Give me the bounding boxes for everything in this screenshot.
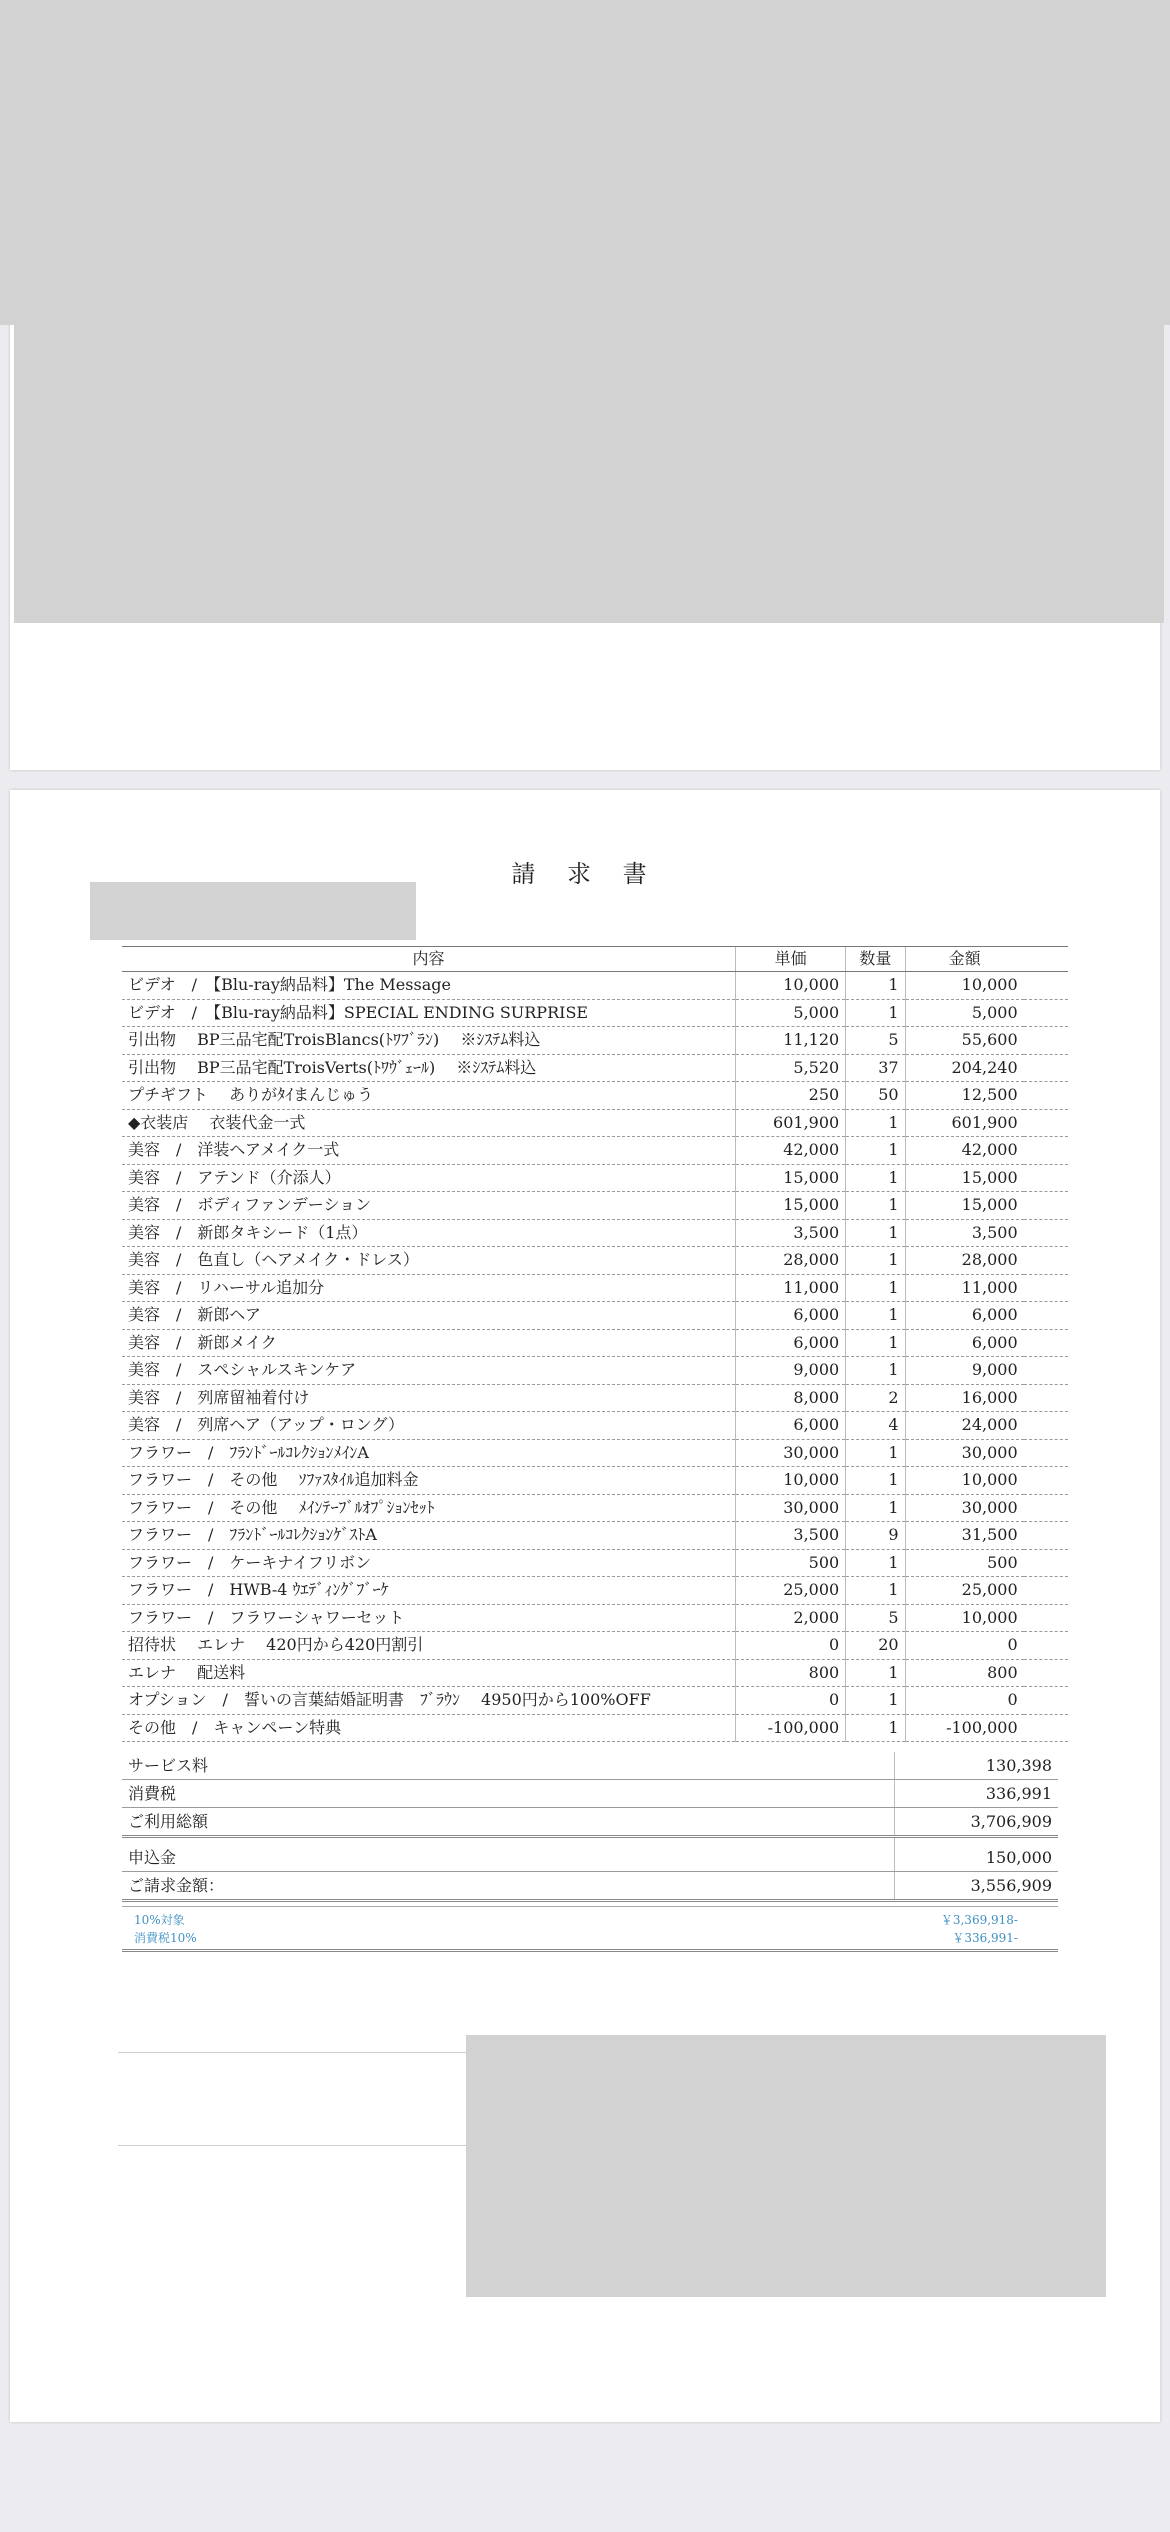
invoice-page [10,790,1160,2422]
item-quantity: 1 [846,1659,905,1687]
item-amount: 12,500 [905,1082,1024,1110]
row-spacer [1024,1687,1068,1715]
row-spacer [1024,1714,1068,1742]
table-row [122,1164,1068,1192]
table-row [122,1549,1068,1577]
item-amount: 10,000 [905,972,1024,1000]
item-amount: 42,000 [905,1137,1024,1165]
item-description: ◆衣装店 衣装代金一式 [122,1109,736,1137]
previous-page [10,0,1160,770]
item-description: その他 / キャンペーン特典 [122,1714,736,1742]
item-unit-price: 5,000 [736,999,846,1027]
item-description: オプション / 誓いの言葉結婚証明書 ﾌﾞﾗｳﾝ 4950円から100%OFF [122,1687,736,1715]
summary-row-billing [122,1872,1058,1901]
item-description: 美容 / 列席留袖着付け [122,1384,736,1412]
row-spacer [1024,1659,1068,1687]
item-description: フラワー / その他 ﾒｲﾝﾃｰﾌﾞﾙｵﾌﾟｼｮﾝｾｯﾄ [122,1494,736,1522]
item-quantity: 1 [846,1164,905,1192]
item-unit-price: 601,900 [736,1109,846,1137]
billing-amount-value: 3,556,909 [895,1872,1059,1901]
item-description: ビデオ / 【Blu-ray納品料】The Message [122,972,736,1000]
item-amount: 10,000 [905,1604,1024,1632]
row-spacer [1024,1357,1068,1385]
table-row [122,1192,1068,1220]
item-description: ビデオ / 【Blu-ray納品料】SPECIAL ENDING SURPRISE [122,999,736,1027]
item-unit-price: 30,000 [736,1494,846,1522]
table-row [122,1082,1068,1110]
item-quantity: 1 [846,1137,905,1165]
row-spacer [1024,1274,1068,1302]
item-quantity: 1 [846,1274,905,1302]
table-row [122,1027,1068,1055]
table-row [122,1302,1068,1330]
item-amount: 500 [905,1549,1024,1577]
row-spacer [1024,1082,1068,1110]
item-unit-price: 11,000 [736,1274,846,1302]
line-items-body [122,972,1068,1742]
item-amount: 5,000 [905,999,1024,1027]
item-description: フラワー / その他 ｿﾌｧｽﾀｲﾙ追加料金 [122,1467,736,1495]
item-unit-price: 5,520 [736,1054,846,1082]
item-quantity: 5 [846,1027,905,1055]
signature-line [118,2145,474,2146]
header-amount: 金額 [905,947,1024,972]
item-quantity: 5 [846,1604,905,1632]
table-row [122,1412,1068,1440]
item-amount: 16,000 [905,1384,1024,1412]
tax-breakdown [122,1906,1058,1952]
item-amount: 30,000 [905,1439,1024,1467]
summary-row-total [122,1808,1058,1837]
header-unit-price: 単価 [736,947,846,972]
table-row [122,1384,1068,1412]
row-spacer [1024,1384,1068,1412]
item-description: 美容 / 色直し（ヘアメイク・ドレス） [122,1247,736,1275]
item-quantity: 1 [846,1439,905,1467]
service-fee-label: サービス料 [122,1752,895,1780]
consumption-tax-label: 消費税 [122,1780,895,1808]
tax-target-label: 10%対象 [134,1913,185,1927]
row-spacer [1024,1549,1068,1577]
table-row [122,1137,1068,1165]
row-spacer [1024,1494,1068,1522]
tax-target-value: ￥3,369,918- [940,1913,1018,1927]
item-description: 美容 / ボディファンデーション [122,1192,736,1220]
item-unit-price: 0 [736,1632,846,1660]
item-unit-price: 250 [736,1082,846,1110]
item-amount: 24,000 [905,1412,1024,1440]
item-quantity: 1 [846,1219,905,1247]
tax-rate-label: 消費税10% [134,1931,197,1945]
table-row [122,1329,1068,1357]
item-unit-price: 800 [736,1659,846,1687]
item-unit-price: 11,120 [736,1027,846,1055]
header-spacer [1024,947,1068,972]
deposit-label: 申込金 [122,1837,895,1872]
item-quantity: 1 [846,1494,905,1522]
table-row [122,1274,1068,1302]
item-quantity: 1 [846,972,905,1000]
item-description: 美容 / 列席ヘア（アップ・ロング） [122,1412,736,1440]
item-description: 招待状 エレナ 420円から420円割引 [122,1632,736,1660]
row-spacer [1024,972,1068,1000]
item-description: フラワー / ﾌﾗﾝﾄﾞｰﾙｺﾚｸｼｮﾝｹﾞｽﾄA [122,1522,736,1550]
table-row [122,1357,1068,1385]
item-description: フラワー / ﾌﾗﾝﾄﾞｰﾙｺﾚｸｼｮﾝﾒｲﾝA [122,1439,736,1467]
row-spacer [1024,1329,1068,1357]
item-amount: 800 [905,1659,1024,1687]
item-quantity: 9 [846,1522,905,1550]
header-quantity: 数量 [846,947,905,972]
item-unit-price: 28,000 [736,1247,846,1275]
item-quantity: 37 [846,1054,905,1082]
item-amount: 25,000 [905,1577,1024,1605]
item-quantity: 20 [846,1632,905,1660]
item-amount: 15,000 [905,1192,1024,1220]
table-row [122,1467,1068,1495]
item-quantity: 1 [846,1192,905,1220]
item-quantity: 1 [846,1357,905,1385]
redacted-block [0,0,1170,325]
table-row [122,1054,1068,1082]
tax-rate-value: ￥336,991- [952,1931,1018,1945]
table-row [122,1522,1068,1550]
table-row [122,1247,1068,1275]
item-unit-price: 25,000 [736,1577,846,1605]
total-usage-value: 3,706,909 [895,1808,1059,1837]
item-quantity: 1 [846,1687,905,1715]
table-row [122,1714,1068,1742]
item-unit-price: 0 [736,1687,846,1715]
row-spacer [1024,999,1068,1027]
row-spacer [1024,1412,1068,1440]
table-row [122,1659,1068,1687]
item-unit-price: 9,000 [736,1357,846,1385]
item-amount: 0 [905,1632,1024,1660]
item-description: 引出物 BP三品宅配TroisBlancs(ﾄﾜﾌﾞﾗﾝ) ※ｼｽﾃﾑ料込 [122,1027,736,1055]
item-amount: 3,500 [905,1219,1024,1247]
line-items-table [122,946,1068,1742]
service-fee-value: 130,398 [895,1752,1059,1780]
consumption-tax-value: 336,991 [895,1780,1059,1808]
redacted-block [90,882,416,940]
row-spacer [1024,1247,1068,1275]
item-description: 美容 / 新郎ヘア [122,1302,736,1330]
item-description: 美容 / スペシャルスキンケア [122,1357,736,1385]
item-amount: 204,240 [905,1054,1024,1082]
item-amount: 10,000 [905,1467,1024,1495]
item-quantity: 1 [846,1302,905,1330]
redacted-block [14,325,1164,623]
item-amount: 0 [905,1687,1024,1715]
signature-line [118,2052,474,2053]
summary-table [122,1752,1058,1902]
item-unit-price: 2,000 [736,1604,846,1632]
item-description: 引出物 BP三品宅配TroisVerts(ﾄﾜｳﾞｪｰﾙ) ※ｼｽﾃﾑ料込 [122,1054,736,1082]
item-unit-price: 3,500 [736,1219,846,1247]
item-quantity: 1 [846,1577,905,1605]
item-amount: 11,000 [905,1274,1024,1302]
item-description: 美容 / アテンド（介添人） [122,1164,736,1192]
table-row [122,972,1068,1000]
row-spacer [1024,1632,1068,1660]
table-row [122,1632,1068,1660]
item-quantity: 1 [846,1329,905,1357]
table-row [122,999,1068,1027]
item-description: フラワー / HWB-4 ｳｴﾃﾞｨﾝｸﾞﾌﾞｰｹ [122,1577,736,1605]
billing-amount-label: ご請求金額： [122,1872,895,1901]
item-amount: 6,000 [905,1302,1024,1330]
item-amount: 9,000 [905,1357,1024,1385]
item-unit-price: -100,000 [736,1714,846,1742]
item-unit-price: 6,000 [736,1329,846,1357]
item-unit-price: 15,000 [736,1164,846,1192]
item-quantity: 1 [846,1714,905,1742]
item-description: 美容 / 新郎メイク [122,1329,736,1357]
table-row [122,1604,1068,1632]
item-amount: 30,000 [905,1494,1024,1522]
item-unit-price: 500 [736,1549,846,1577]
row-spacer [1024,1137,1068,1165]
item-amount: 31,500 [905,1522,1024,1550]
item-amount: -100,000 [905,1714,1024,1742]
item-quantity: 1 [846,1247,905,1275]
item-description: エレナ 配送料 [122,1659,736,1687]
table-row [122,1439,1068,1467]
item-amount: 6,000 [905,1329,1024,1357]
item-amount: 28,000 [905,1247,1024,1275]
table-row [122,1494,1068,1522]
item-description: プチギフト ありがﾀｲまんじゅう [122,1082,736,1110]
item-unit-price: 42,000 [736,1137,846,1165]
item-quantity: 1 [846,1549,905,1577]
row-spacer [1024,1192,1068,1220]
table-row [122,1219,1068,1247]
item-quantity: 1 [846,1467,905,1495]
item-unit-price: 30,000 [736,1439,846,1467]
row-spacer [1024,1467,1068,1495]
item-quantity: 50 [846,1082,905,1110]
item-unit-price: 6,000 [736,1302,846,1330]
item-quantity: 2 [846,1384,905,1412]
item-description: 美容 / 新郎タキシード（1点） [122,1219,736,1247]
item-amount: 55,600 [905,1027,1024,1055]
row-spacer [1024,1164,1068,1192]
item-amount: 15,000 [905,1164,1024,1192]
deposit-value: 150,000 [895,1837,1059,1872]
item-quantity: 1 [846,999,905,1027]
item-unit-price: 8,000 [736,1384,846,1412]
table-row [122,1687,1068,1715]
item-unit-price: 6,000 [736,1412,846,1440]
row-spacer [1024,1109,1068,1137]
summary-row-service [122,1752,1058,1780]
item-description: 美容 / 洋装ヘアメイク一式 [122,1137,736,1165]
item-unit-price: 3,500 [736,1522,846,1550]
item-unit-price: 10,000 [736,972,846,1000]
row-spacer [1024,1054,1068,1082]
invoice-title: 請 求 書 [511,860,659,888]
item-amount: 601,900 [905,1109,1024,1137]
header-description: 内容 [122,947,736,972]
row-spacer [1024,1027,1068,1055]
table-row [122,1109,1068,1137]
table-header-row [122,947,1068,972]
item-description: フラワー / フラワーシャワーセット [122,1604,736,1632]
row-spacer [1024,1439,1068,1467]
item-unit-price: 15,000 [736,1192,846,1220]
item-quantity: 4 [846,1412,905,1440]
redacted-block [466,2035,1106,2297]
item-description: フラワー / ケーキナイフリボン [122,1549,736,1577]
row-spacer [1024,1604,1068,1632]
total-usage-label: ご利用総額 [122,1808,895,1837]
item-description: 美容 / リハーサル追加分 [122,1274,736,1302]
summary-row-tax [122,1780,1058,1808]
item-unit-price: 10,000 [736,1467,846,1495]
row-spacer [1024,1577,1068,1605]
row-spacer [1024,1219,1068,1247]
row-spacer [1024,1522,1068,1550]
summary-row-deposit [122,1837,1058,1872]
item-quantity: 1 [846,1109,905,1137]
table-row [122,1577,1068,1605]
row-spacer [1024,1302,1068,1330]
